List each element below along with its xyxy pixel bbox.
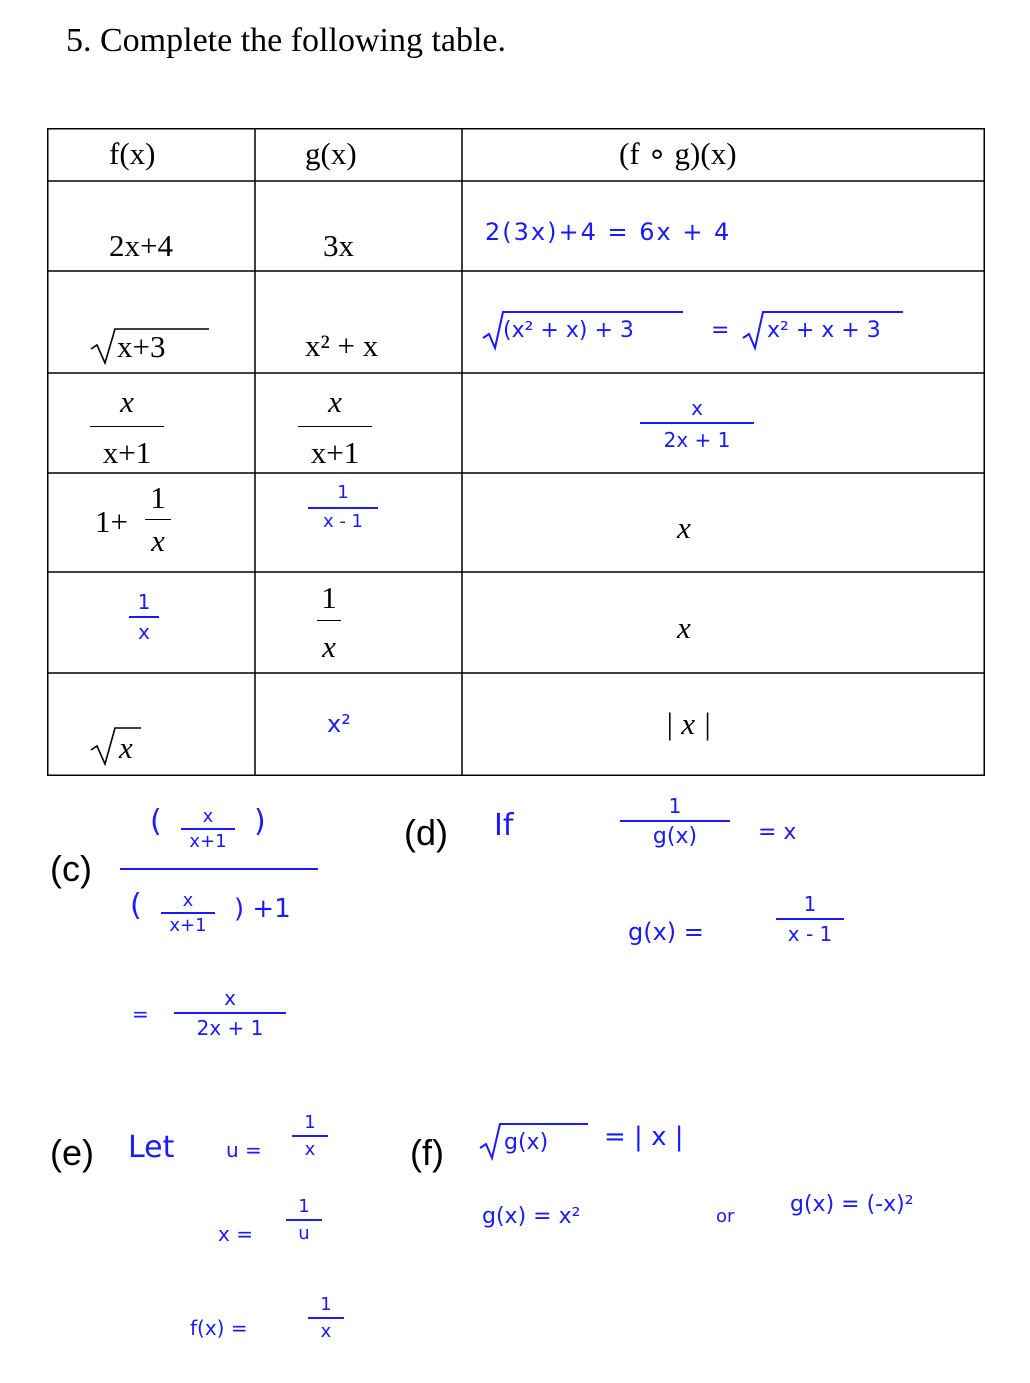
row3-g-num: x bbox=[328, 384, 342, 419]
row4-f-frac bbox=[143, 480, 173, 559]
row5-g bbox=[311, 580, 347, 665]
f-radicand: g(x) bbox=[504, 1130, 549, 1155]
header-f: f(x) bbox=[109, 136, 156, 171]
part-c-label: (c) bbox=[50, 848, 92, 889]
row4-f-whole: 1+ bbox=[95, 504, 128, 539]
row4-f-den: x bbox=[151, 523, 165, 558]
row5-g-den: x bbox=[322, 629, 336, 664]
fraction-bar bbox=[90, 426, 164, 427]
part-d-label: (d) bbox=[404, 812, 448, 853]
row3-f bbox=[87, 384, 167, 471]
e-line3-frac bbox=[306, 1294, 346, 1342]
d-line2-den: x - 1 bbox=[787, 922, 833, 946]
part-e-label: (e) bbox=[50, 1132, 94, 1173]
row5-fog: x bbox=[677, 610, 691, 645]
e-line1-lhs: u = bbox=[226, 1138, 262, 1162]
d-frac bbox=[618, 794, 732, 849]
row3-g bbox=[295, 384, 375, 471]
row4-g-den: x - 1 bbox=[322, 511, 364, 532]
row6-fog: | x | bbox=[665, 706, 712, 741]
row3-fog bbox=[637, 396, 757, 452]
row5-f-num: 1 bbox=[137, 590, 151, 614]
c-bottom-den: x+1 bbox=[169, 915, 207, 936]
d-den: g(x) bbox=[652, 824, 698, 849]
f-or: or bbox=[716, 1206, 735, 1227]
c-top-inner-frac bbox=[176, 806, 240, 852]
c-bottom-suffix: ) +1 bbox=[234, 894, 291, 924]
fraction-bar bbox=[161, 912, 215, 914]
row2-fog-right: x² + x + 3 bbox=[767, 318, 881, 343]
row3-f-den: x+1 bbox=[102, 435, 152, 470]
fraction-bar bbox=[129, 616, 159, 618]
c-result-num: x bbox=[224, 986, 236, 1010]
part-f-label: (f) bbox=[410, 1132, 444, 1173]
e-line3-num: 1 bbox=[320, 1294, 332, 1315]
row3-f-num: x bbox=[120, 384, 134, 419]
c-equals: = bbox=[132, 1002, 149, 1026]
f-line2-b: g(x) = (-x)² bbox=[790, 1192, 914, 1217]
e-line2-den: u bbox=[298, 1223, 310, 1244]
row1-g: 3x bbox=[323, 228, 354, 263]
fraction-bar bbox=[640, 422, 754, 424]
row3-fog-num: x bbox=[691, 396, 703, 420]
row2-fog bbox=[479, 308, 949, 352]
c-paren-open-top: ( bbox=[150, 804, 162, 839]
e-line2-lhs: x = bbox=[218, 1222, 253, 1246]
e-line3-den: x bbox=[320, 1321, 332, 1342]
fraction-bar bbox=[317, 620, 341, 621]
e-line3-lhs: f(x) = bbox=[190, 1316, 248, 1340]
d-if: If bbox=[494, 808, 514, 843]
header-fog: (f ∘ g)(x) bbox=[619, 136, 737, 171]
e-line1-den: x bbox=[304, 1139, 316, 1160]
e-line2-frac bbox=[284, 1196, 324, 1244]
row5-f bbox=[127, 590, 161, 644]
row4-f-num: 1 bbox=[150, 480, 166, 515]
fraction-bar bbox=[286, 1219, 322, 1221]
e-line1-num: 1 bbox=[304, 1112, 316, 1133]
fraction-bar bbox=[145, 519, 171, 520]
row3-g-den: x+1 bbox=[310, 435, 360, 470]
fraction-bar bbox=[620, 820, 730, 822]
row5-f-den: x bbox=[138, 620, 150, 644]
row2-f-radicand: x+3 bbox=[117, 329, 166, 364]
row1-fog: 2(3x)+4 = 6x + 4 bbox=[485, 218, 732, 246]
row2-f bbox=[89, 325, 209, 365]
header-g: g(x) bbox=[305, 136, 357, 171]
e-line2-num: 1 bbox=[298, 1196, 310, 1217]
f-sqrt bbox=[478, 1118, 598, 1162]
d-num: 1 bbox=[668, 794, 682, 818]
d-line2-num: 1 bbox=[803, 892, 817, 916]
c-paren-open-bottom: ( bbox=[130, 888, 142, 923]
fraction-bar bbox=[292, 1135, 328, 1137]
fraction-bar bbox=[181, 828, 235, 830]
row4-g bbox=[305, 482, 381, 532]
c-top-den: x+1 bbox=[189, 831, 227, 852]
row6-f bbox=[89, 724, 159, 766]
fraction-bar bbox=[308, 507, 378, 509]
e-line1-frac bbox=[290, 1112, 330, 1160]
d-rhs: = x bbox=[758, 820, 797, 845]
fraction-bar bbox=[776, 918, 844, 920]
c-paren-close-top: ) bbox=[254, 804, 266, 839]
row2-fog-eq: = bbox=[711, 318, 730, 343]
row6-g: x² bbox=[327, 710, 351, 738]
d-line2-frac bbox=[774, 892, 846, 946]
row4-g-num: 1 bbox=[337, 482, 349, 503]
e-let: Let bbox=[128, 1130, 175, 1165]
c-top-num: x bbox=[202, 806, 214, 827]
f-line2-a: g(x) = x² bbox=[482, 1204, 581, 1229]
row5-g-num: 1 bbox=[321, 580, 337, 615]
row4-fog: x bbox=[677, 510, 691, 545]
row3-fog-den: 2x + 1 bbox=[663, 428, 731, 452]
fraction-bar bbox=[298, 426, 372, 427]
fraction-bar bbox=[174, 1012, 286, 1014]
row1-f: 2x+4 bbox=[109, 228, 173, 263]
row2-g: x² + x bbox=[305, 328, 379, 363]
fraction-bar bbox=[308, 1317, 344, 1319]
c-bottom-inner-frac bbox=[156, 890, 220, 936]
d-line2-lhs: g(x) = bbox=[628, 918, 704, 946]
c-result-den: 2x + 1 bbox=[196, 1016, 264, 1040]
c-bottom-num: x bbox=[182, 890, 194, 911]
problem-title: 5. Complete the following table. bbox=[66, 22, 507, 59]
c-main-fraction-bar bbox=[120, 868, 318, 870]
row6-f-radicand: x bbox=[119, 730, 133, 765]
c-result-frac bbox=[172, 986, 288, 1040]
composition-table bbox=[47, 128, 985, 776]
row2-fog-left: (x² + x) + 3 bbox=[503, 318, 634, 343]
f-rhs: = | x | bbox=[604, 1122, 684, 1152]
